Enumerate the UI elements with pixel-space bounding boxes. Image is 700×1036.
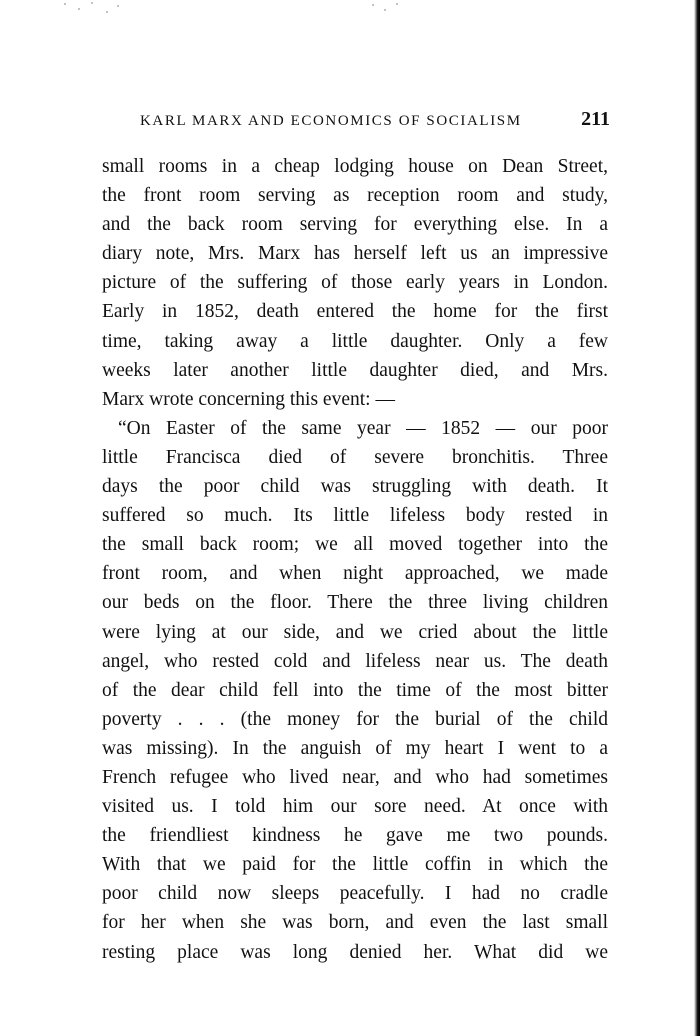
text-line: time, taking away a little daughter. Only a few: [102, 330, 608, 352]
text-line: was missing). In the anguish of my heart I went to a: [102, 737, 608, 759]
text-line: were lying at our side, and we cried about the little: [102, 621, 608, 643]
running-title: KARL MARX AND ECONOMICS OF SOCIALISM: [140, 113, 522, 129]
text-line: diary note, Mrs. Marx has herself left us an impressive: [102, 243, 608, 265]
text-line: poverty . . . (the money for the burial of the child: [102, 708, 608, 730]
text-line: picture of the suffering of those early years in London.: [102, 272, 608, 294]
text-line: days the poor child was struggling with death. It: [102, 476, 608, 498]
text-line: With that we paid for the little coffin in which the: [102, 854, 608, 876]
text-line: angel, who rested cold and lifeless near us. The death: [102, 650, 608, 672]
text-line: poor child now sleeps peacefully. I had no cradle: [102, 883, 608, 905]
text-line: resting place was long denied her. What did we: [102, 941, 608, 963]
text-line: little Francisca died of severe bronchitis. Three: [102, 446, 608, 468]
text-line: the small back room; we all moved together into the: [102, 534, 608, 556]
quote-first-line: “On Easter of the same year — 1852 — our poor: [118, 417, 608, 439]
text-line: Early in 1852, death entered the home for the first: [102, 301, 608, 323]
page-spine-edge: [694, 0, 700, 1036]
text-line: the friendliest kindness he gave me two pounds.: [102, 825, 608, 847]
text-line: Marx wrote concerning this event: —: [102, 388, 395, 410]
text-line: weeks later another little daughter died, and Mrs.: [102, 359, 608, 381]
text-line: and the back room serving for everything else. In a: [102, 214, 608, 236]
text-line: the front room serving as reception room and study,: [102, 185, 608, 207]
text-line: visited us. I told him our sore need. At once with: [102, 796, 608, 818]
text-line: front room, and when night approached, we made: [102, 563, 608, 585]
text-line: our beds on the floor. There the three living children: [102, 592, 608, 614]
body-text: [102, 152, 608, 967]
text-line: of the dear child fell into the time of the most bitter: [102, 679, 608, 701]
scan-specks: [60, 0, 420, 18]
text-line: for her when she was born, and even the last small: [102, 912, 608, 934]
text-line: French refugee who lived near, and who had sometimes: [102, 766, 608, 788]
text-line: small rooms in a cheap lodging house on Dean Street,: [102, 156, 608, 177]
text-line: suffered so much. Its little lifeless body rested in: [102, 505, 608, 527]
page-number: 211: [581, 108, 610, 130]
running-head: [140, 108, 610, 138]
